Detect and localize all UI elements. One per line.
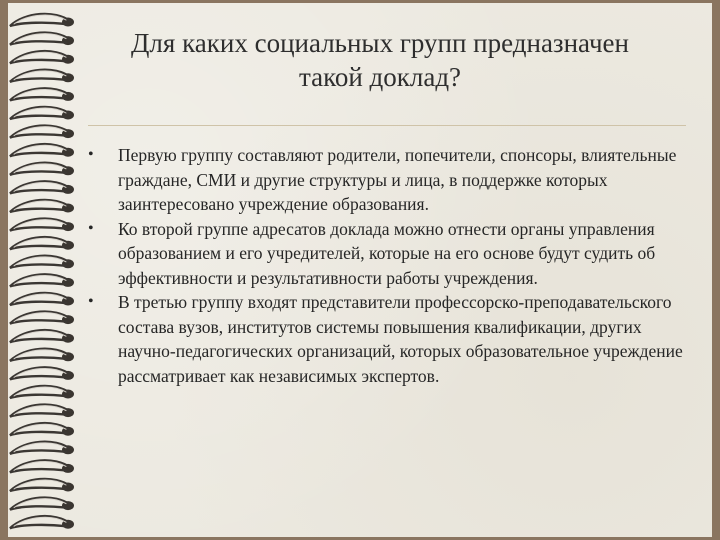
spiral-ring (10, 293, 74, 306)
spiral-ring (10, 200, 74, 213)
spiral-ring (10, 88, 74, 101)
spiral-ring (10, 237, 74, 250)
bullet-text-2: Ко второй группе адресатов доклада можно отнести органы управления образованием и его учредителей, которые на его основе будут судить об эффективности и результативности работы учреждения. (118, 218, 656, 288)
spiral-ring (10, 163, 74, 176)
spiral-ring (10, 181, 74, 194)
spiral-ring (10, 460, 74, 473)
bullet-list (88, 143, 688, 388)
title-line-2: такой доклад? (298, 62, 462, 92)
spiral-ring (10, 274, 74, 287)
spiral-ring (10, 423, 74, 436)
bullet-item-1 (88, 143, 688, 217)
spiral-ring (10, 330, 74, 343)
spiral-ring (10, 256, 74, 269)
spiral-ring (10, 386, 74, 399)
spiral-ring (10, 107, 74, 120)
title-divider (88, 125, 686, 126)
spiral-ring (10, 126, 74, 139)
bullet-text-1: Первую группу составляют родители, попечители, спонсоры, влиятельные граждане, СМИ и другие структуры и лица, в поддержке которых заинтересовано учреждение образования. (118, 145, 677, 214)
spiral-ring (10, 219, 74, 232)
bullet-dot-icon: • (88, 146, 94, 163)
spiral-ring (10, 479, 74, 492)
spiral-ring (10, 516, 74, 529)
slide-title (100, 26, 660, 94)
spiral-ring (10, 405, 74, 418)
spiral-ring (10, 14, 74, 27)
bullet-item-3 (88, 290, 688, 388)
bullet-dot-icon: • (88, 293, 94, 310)
bullet-dot-icon: • (88, 219, 94, 237)
spiral-ring (10, 144, 74, 157)
spiral-binding-icon (0, 0, 90, 540)
bullet-item-2 (88, 217, 688, 291)
bullet-text-3: В третью группу входят представители профессорско-преподавательского состава вузов, институтов системы повышения квалификации, других научно-педагогических организаций, которых образовательное учреждение рассматривает как независимых экспертов. (118, 292, 683, 386)
spiral-ring (10, 349, 74, 362)
spiral-ring (10, 442, 74, 455)
title-line-1: Для каких социальных групп предназначен (131, 28, 629, 58)
spiral-ring (10, 70, 74, 83)
spiral-ring (10, 367, 74, 380)
spiral-ring (10, 51, 74, 64)
spiral-ring (10, 33, 74, 46)
spiral-ring (10, 312, 74, 325)
spiral-ring (10, 498, 74, 511)
